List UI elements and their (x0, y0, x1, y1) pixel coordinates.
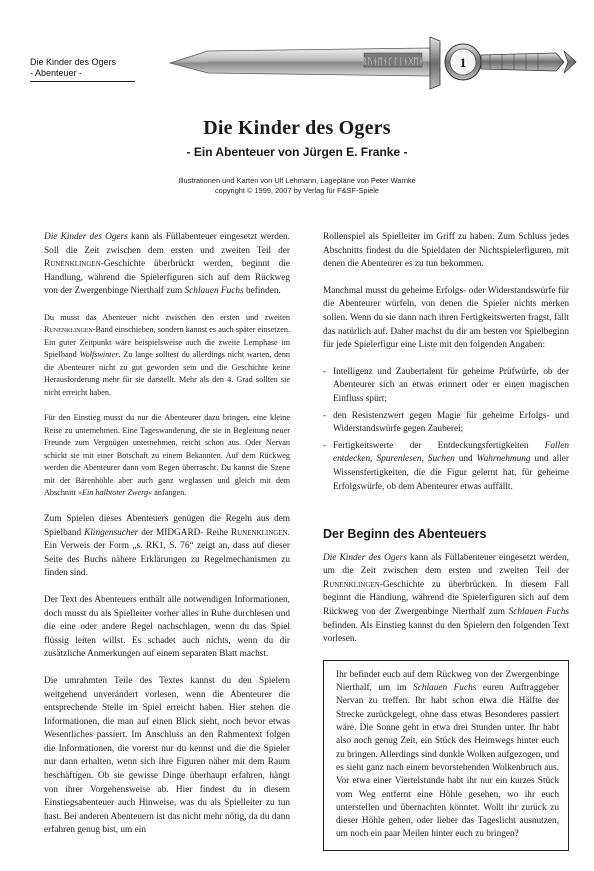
text: der MIDGARD- Reihe (138, 527, 231, 538)
page-number: 1 (459, 55, 467, 70)
text-italic: Die Kinder des Ogers (323, 552, 407, 563)
text: kann als Füllabenteuer eingesetzt werden. Soll die Zeit zwischen dem ersten und zweiten Teil der (44, 232, 290, 256)
read-aloud-box (323, 660, 569, 851)
text: -Band einschieben, sondern kannst es auch später einsetzen. Ein guter Zeitpunkt wäre beispielsweise auch die zweite Lernphase im Spielband (44, 325, 290, 360)
text-italic: Fallen entdecken, Spurenlesen, Suchen (333, 440, 569, 465)
text: Fertigkeitswerte der Entdeckungsfertigkeiten (333, 440, 545, 451)
section-heading: Der Beginn des Abenteuers (323, 527, 487, 542)
text-smallcaps: Runenklingen (44, 325, 93, 335)
left-column (44, 231, 290, 851)
entry-note-paragraph (44, 412, 290, 500)
right-column (323, 231, 569, 851)
sword-illustration (168, 33, 578, 91)
text-italic: Wahrnehmung (476, 454, 531, 465)
running-header-section: - Abenteuer - (30, 68, 83, 78)
preparation-paragraph: Der Text des Abenteuers enthält alle notwendigen Informationen, doch musst du als Spielleiter vorher alles in Ruhe durchlesen und die eine oder andere Regel nachschlagen, wenn du das Spiel flüssig leiten willst. Es schadet auch nichts, wenn du dir zusätzliche Anmerkungen auf einem separaten Blatt machst. (44, 594, 290, 660)
credits (0, 176, 594, 196)
text-italic: »Ein halbtoter Zwerg« (77, 488, 153, 498)
character-data-list (323, 366, 569, 494)
text: anfangen. (152, 488, 187, 498)
text: und (454, 454, 477, 465)
text: Für den Einstieg musst du nur die Abenteurer dazu bringen, eine kleine Reise zu unternehmen. Eine Tageswanderung, die sie in Begleitung neuer Freunde zum Vergnügen unternehmen, reicht schon aus. Oder Nervan schickt sie mit einer Botschaft zu einem Bekannten. Auf dem Rückweg werden die Abenteurer dann vom Regen überrascht. Du kannst die Szene mit der Bärenhöhle aber auch ganz weglassen und gleich mit dem Abschnitt (44, 413, 290, 498)
text-italic: Schlauen Fuchs (413, 683, 477, 694)
list-item: - den Resistenzwert gegen Magie für geheime Erfolgs- und Widerstandswürfe gegen Zauberei; (323, 410, 569, 437)
continuation-paragraph: Rollenspiel als Spielleiter im Griff zu haben. Zum Schluss jedes Abschnitts findest du die Spieldaten der Nichtspielerfiguren, mit denen die Abenteurer es zu tun bekommen. (323, 232, 569, 270)
beginning-paragraph (323, 552, 569, 647)
text: -Geschichte überbrückt werden, beginnt die Handlung, während die Spielerfiguren sich auf dem Rückweg von der Zwergenbinge Nierthalf zum (44, 259, 290, 297)
boxed-text-paragraph: Die umrahmten Teile des Textes kannst du den Spielern weitgehend unverändert vorlesen, wenn die Abenteurer die entsprechende Stelle im Spiel erreicht haben. Hier stehen die Informationen, die man auf einen Blick sieht, noch bevor etwas Wesentliches passiert. Im Anschluss an den Rahmentext folgen die Informationen, die vorerst nur du kennst und die die Spieler nur dann erhalten, wenn sich ihre Figuren näher mit dem Raum beschäftigen. Ob sie gewisse Dinge überhaupt erfahren, hängt von ihrer Vorgehensweise ab. Hier findest du in diesem Einstiegsabenteuer auch Hinweise, was du als Spielleiter zu tun hast. Bei anderen Abenteuern ist das nicht mehr nötig, da du dann erfahren genug bist, um ein (44, 675, 290, 836)
text: . Ein Verweis der Form „s. RK1, S. 76“ zeigt an, dass auf dieser Seite des Buchs nähere Erklärungen zu Regelmechanismen zu finden sind. (44, 527, 290, 579)
list-item (323, 440, 569, 494)
text-italic: Wolfswinter (79, 350, 119, 360)
page-title: Die Kinder des Ogers (203, 117, 391, 139)
text: . Zu lange solltest du allerdings nicht warten, denn die Abenteurer nicht zu gut geworden sein und die Geschichte keine Herausforderung mehr für sie darstellt. Mehr als den 4. Grad sollten sie nicht erreicht haben. (44, 350, 291, 397)
text-italic: Schlauen Fuchs (184, 286, 244, 297)
text: und aller Wissensfertigkeiten, die die Figur gelernt hat, für geheime Erfolgswürfe, ob dem Abenteurer etwas auffällt. (333, 454, 570, 492)
text: Du musst das Abenteuer nicht zwischen den ersten und zweiten (44, 312, 290, 322)
text: kann als Füllabenteuer eingesetzt werden, um die Zeit zwischen dem ersten und zweiten Teil der (323, 552, 569, 577)
sword-runes: ᚱᚢᚾᛖᚾᚴᛚᛁᚾᚷᛖᚾ (362, 57, 424, 67)
credits-line-copyright: copyright © 1999, 2007 by Verlag für F&SF-Spiele (214, 186, 380, 195)
intro-paragraph (44, 231, 290, 299)
text-smallcaps: Runenklingen (323, 579, 380, 590)
rules-paragraph (44, 513, 290, 581)
list-item: - Intelligenz und Zaubertalent für geheime Prüfwürfe, ob der Abenteurer sich an etwas erinnert oder er einen magischen Einfluss spürt; (323, 366, 569, 407)
text: befinden. (243, 286, 281, 297)
page-subtitle: - Ein Abenteuer von Jürgen E. Franke - (186, 145, 408, 159)
credits-line-illustrations: Illustrationen und Karten von Ulf Lehmann, Lagepläne von Peter Warnke (178, 176, 416, 185)
text: euren Auftraggeber Nervan zu treffen. Ihr habt schon etwa die Hälfte der Strecke zurückgelegt, ohne dass etwas Besonderes passiert wäre. Die Sonne geht in etwa drei Stunden unter. Ihr habt also noch genug Zeit, ein Stück des Heimwegs hinter euch zu bringen. Allerdings sind dunkle Wolken aufgezogen, und es sieht ganz nach einem bevorstehenden Wolkenbruch aus. Vor etwa einer Viertelstunde habt ihr nur ein kurzes Stück vom Weg entfernt eine Höhle gesehen, wo ihr euch unterstellen und übernachten könntet. Wollt ihr zurück zu dieser Höhle gehen, oder lieber das Tageslicht ausnutzen, um noch ein paar Meilen hinter euch zu bringen? (336, 683, 560, 840)
text: Ihr befindet euch auf dem Rückweg von der Zwergenbinge Nierthalf, um im (336, 669, 559, 694)
text-italic: Klingensucher (84, 527, 139, 538)
text-smallcaps: Runenklingen (44, 259, 101, 270)
secret-rolls-paragraph: Manchmal musst du geheime Erfolgs- oder Widerstandswürfe für die Abenteurer würfeln, von denen die Spieler nichts merken sollen. Wenn du sie dann nach ihren Fertigkeitswerten fragst, fällt das natürlich auf. Daher machst du dir am besten vor Spielbeginn für jede Spielerfigur eine Liste mit den folgenden Angaben: (323, 285, 569, 351)
text: Zum Spielen dieses Abenteuers genügen die Regeln aus dem Spielband (44, 513, 290, 538)
text-italic: Schlauen Fuchs (508, 607, 570, 618)
text: befinden. Als Einstieg kannst du den Spielern den folgenden Text vorlesen. (323, 620, 569, 645)
running-header-title: Die Kinder des Ogers (30, 57, 117, 67)
header-divider (30, 81, 135, 82)
text-smallcaps: Runenklingen (230, 527, 288, 538)
running-header (30, 57, 135, 79)
timing-note-paragraph (44, 312, 290, 400)
text: -Geschichte zu überbrücken. In diesem Fall beginnt die Handlung, während die Spielerfiguren sich auf dem Rückweg von der Zwergenbinge Nierthalf zum (323, 579, 569, 618)
text-italic: Die Kinder des Ogers (44, 232, 128, 242)
